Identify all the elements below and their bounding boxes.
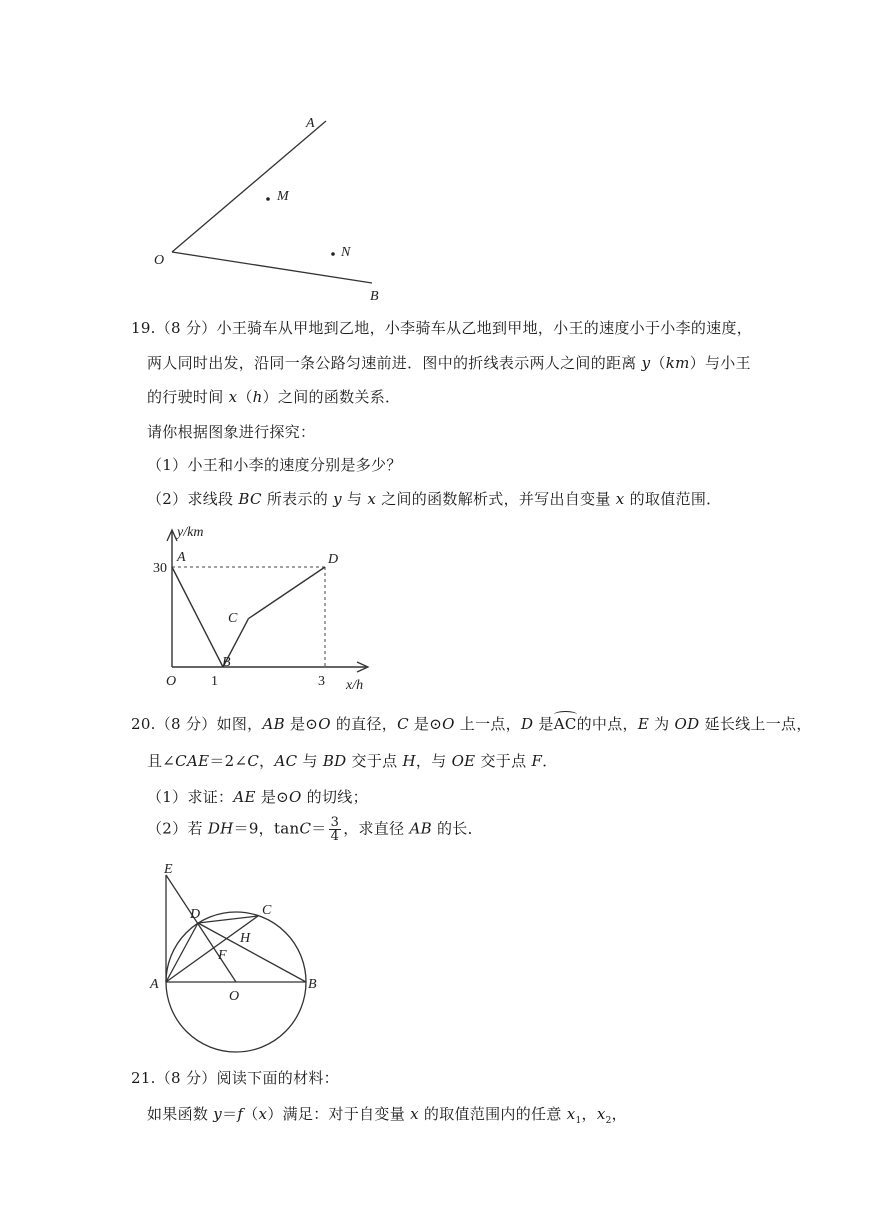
point-label-C: C [228,611,238,626]
label-M: M [277,189,289,204]
fig20-label-F: F [218,948,227,963]
segment-AD [166,923,198,982]
fig20-label-D: D [190,907,201,922]
label-A: A [306,116,315,131]
y-axis-label: y/km [177,525,204,540]
q20-line1: 20.（8 分）如图，AB 是⊙O 的直径，C 是⊙O 上一点，D 是AC的中点，E 为 OD 延长线上一点， [131,715,812,733]
segment-AC [166,916,258,982]
label-N: N [341,245,351,260]
x-tick-origin: O [166,674,177,689]
q20-line3: （1）求证：AE 是⊙O 的切线； [147,788,368,806]
x-tick-1: 1 [211,674,218,689]
x-tick-3: 3 [318,674,325,689]
fraction-3-4: $\frac{3}{4}$ [330,815,340,844]
q20-line2: 且∠CAE＝2∠C，AC 与 BD 交于点 H，与 OE 交于点 F． [147,752,558,770]
q21-line1: 21.（8 分）阅读下面的材料： [131,1069,339,1087]
point-label-B: B [222,655,231,670]
segment-DB [198,923,306,982]
q19-line5: （1）小王和小李的速度分别是多少？ [147,456,402,474]
segment-EO [166,875,236,982]
point-label-A: A [177,550,186,565]
q21-line2: 如果函数 y＝f（x）满足：对于自变量 x 的取值范围内的任意 $x_1$，$x_2$， [147,1105,627,1126]
q19-line3: 的行驶时间 x（h）之间的函数关系． [147,388,401,406]
point-label-D: D [328,552,339,567]
label-O: O [154,253,165,268]
q19-line4: 请你根据图象进行探究： [147,423,316,441]
fig20-label-B: B [308,977,317,992]
q19-line2: 两人同时出发，沿同一条公路匀速前进．图中的折线表示两人之间的距离 y（km）与小王 [147,354,751,372]
q19-line1: 19.（8 分）小王骑车从甲地到乙地，小李骑车从乙地到甲地，小王的速度小于小李的速度， [131,319,753,337]
y-tick-30: 30 [153,561,167,576]
fig20-label-E: E [164,862,173,877]
label-B: B [370,289,379,304]
q20-line4: （2）若 DH＝9，tanC＝ $\frac{3}{4}$ ，求直径 AB 的长． [147,815,483,844]
fig20-label-C: C [262,903,272,918]
arc-AC: AC [553,715,577,733]
fig20-label-A: A [150,977,159,992]
fig20-label-O: O [229,989,240,1004]
fig20-label-H: H [240,931,251,946]
x-axis-label: x/h [346,678,364,693]
q19-line6: （2）求线段 BC 所表示的 y 与 x 之间的函数解析式，并写出自变量 x 的取值范围． [147,490,722,508]
